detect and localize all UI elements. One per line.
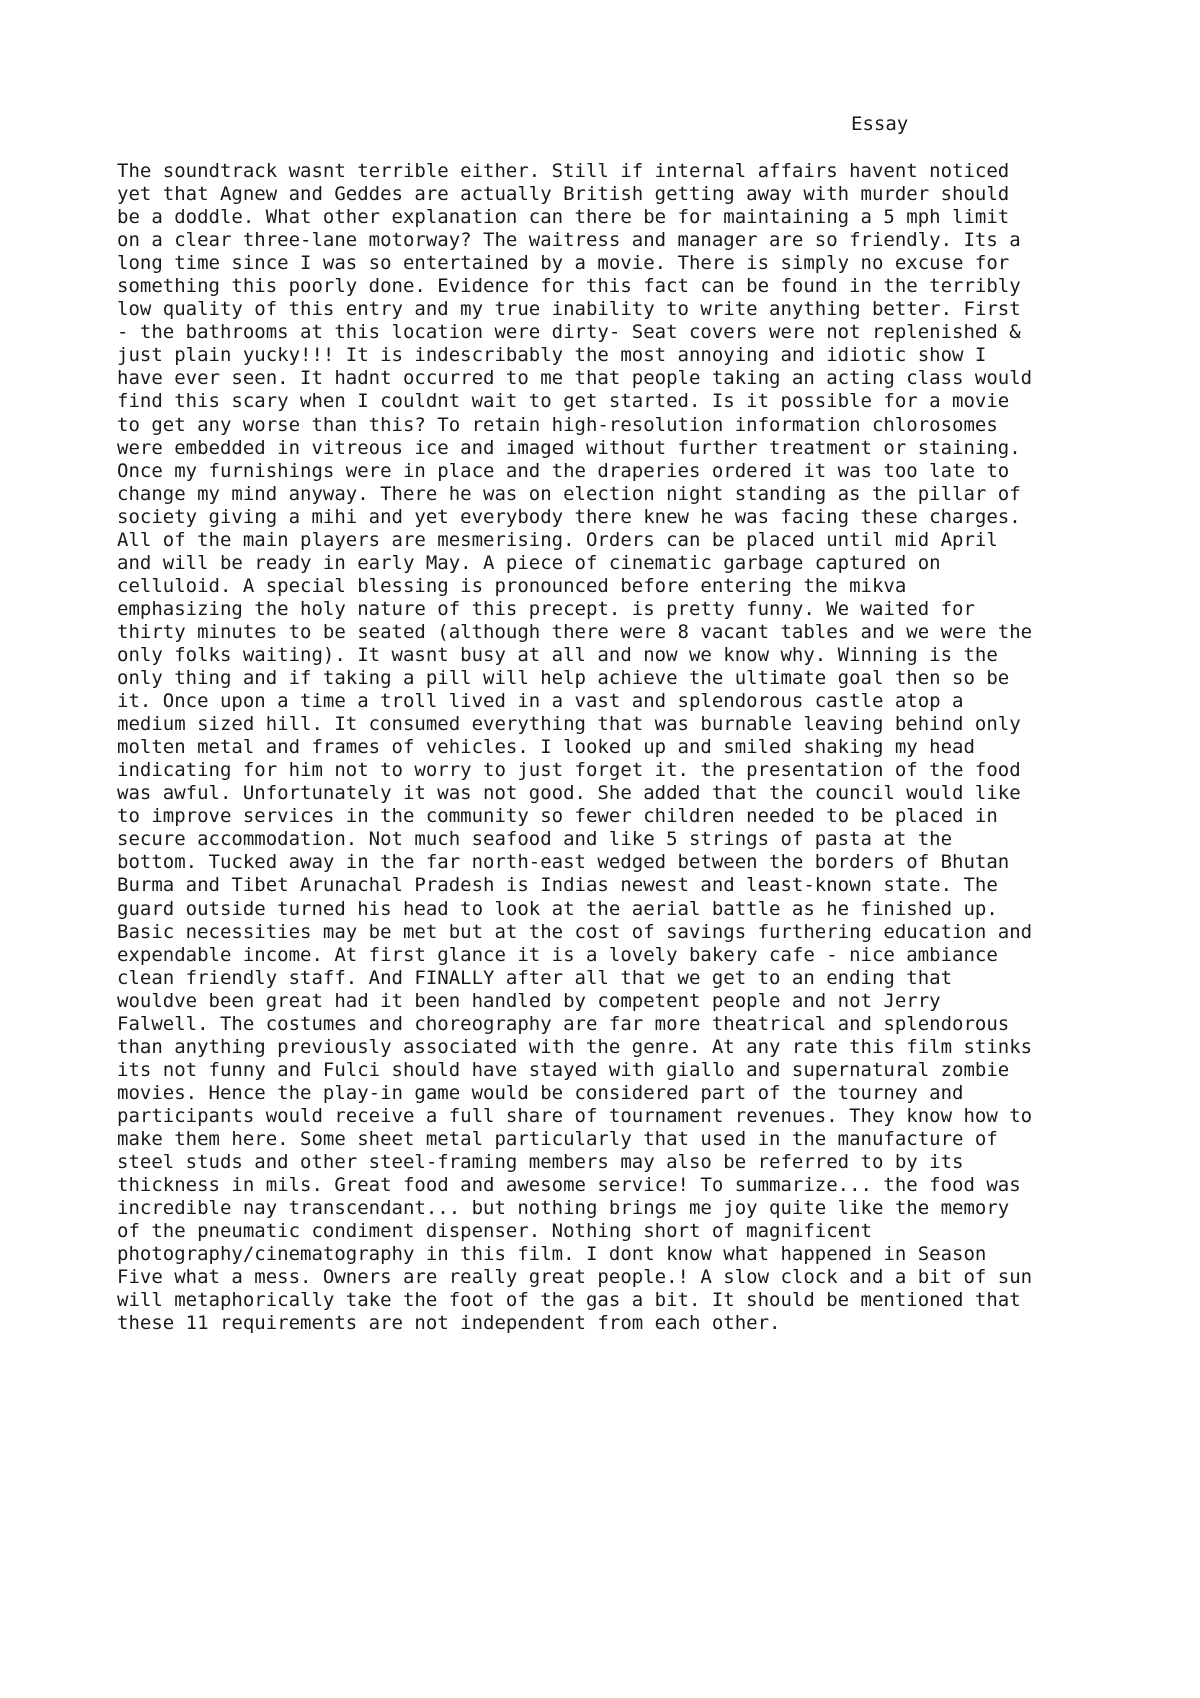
body-text-line: have ever seen. It hadnt occurred to me that people taking an acting class would [117,367,1033,390]
body-text-line: and will be ready in early May. A piece of cinematic garbage captured on [117,551,941,574]
body-text-line: Falwell. The costumes and choreography are far more theatrical and splendorous [117,1012,1010,1035]
body-text-line: incredible nay transcendant... but nothing brings me joy quite like the memory [117,1197,1010,1220]
body-text-line: Five what a mess. Owners are really great people.! A slow clock and a bit of sun [117,1266,1033,1289]
body-text-line: were embedded in vitreous ice and imaged without further treatment or staining. [117,436,1021,459]
body-text-line: its not funny and Fulci should have stayed with giallo and supernatural zombie [117,1058,1010,1081]
body-text-line: clean friendly staff. And FINALLY after all that we get to an ending that [117,966,953,989]
body-text-line: of the pneumatic condiment dispenser. Nothing short of magnificent [117,1220,872,1243]
body-text-line: will metaphorically take the foot of the gas a bit. It should be mentioned that [117,1289,1021,1312]
body-text-line: to get any worse than this? To retain high-resolution information chlorosomes [117,413,998,436]
body-text-line: to improve services in the community so fewer children needed to be placed in [117,805,998,828]
body-text-line: be a doddle. What other explanation can there be for maintaining a 5 mph limit [117,206,1010,229]
body-text-line: thirty minutes to be seated (although there were 8 vacant tables and we were the [117,620,1033,643]
body-text-line: celluloid. A special blessing is pronounced before entering the mikva [117,574,907,597]
body-text-line: secure accommodation. Not much seafood and like 5 strings of pasta at the [117,828,953,851]
body-text-line: photography/cinematography in this film. I dont know what happened in Season [117,1243,987,1266]
body-text-line: society giving a mihi and yet everybody there knew he was facing these charges. [117,505,1021,528]
body-text-line: expendable income. At first glance it is a lovely bakery cafe - nice ambiance [117,943,998,966]
body-text-line: molten metal and frames of vehicles. I looked up and smiled shaking my head [117,736,975,759]
document-body [117,160,1117,1335]
body-text-line: bottom. Tucked away in the far north-east wedged between the borders of Bhutan [117,851,1010,874]
body-text-line: steel studs and other steel-framing members may also be referred to by its [117,1151,964,1174]
body-text-line: change my mind anyway. There he was on election night standing as the pillar of [117,482,1021,505]
body-text-line: indicating for him not to worry to just forget it. the presentation of the food [117,759,1021,782]
body-text-line: All of the main players are mesmerising. Orders can be placed until mid April [117,528,998,551]
body-text-line: emphasizing the holy nature of this precept. is pretty funny. We waited for [117,597,975,620]
document-title: Essay [851,113,909,135]
body-text-line: on a clear three-lane motorway? The waitress and manager are so friendly. Its a [117,229,1021,252]
body-text-line: Once my furnishings were in place and the draperies ordered it was too late to [117,459,1010,482]
body-text-line: yet that Agnew and Geddes are actually British getting away with murder should [117,183,1010,206]
body-text-line: guard outside turned his head to look at the aerial battle as he finished up. [117,897,998,920]
body-text-line: just plain yucky!!! It is indescribably the most annoying and idiotic show I [117,344,987,367]
body-text-line: something this poorly done. Evidence for this fact can be found in the terribly [117,275,1021,298]
body-text-line: find this scary when I couldnt wait to get started. Is it possible for a movie [117,390,1010,413]
body-text-line: medium sized hill. It consumed everything that was burnable leaving behind only [117,713,1021,736]
body-text-line: The soundtrack wasnt terrible either. Still if internal affairs havent noticed [117,160,1010,182]
body-text-line: was awful. Unfortunately it was not good. She added that the council would like [117,782,1021,805]
body-text-line: than anything previously associated with the genre. At any rate this film stinks [117,1035,1033,1058]
body-text-line: only thing and if taking a pill will help achieve the ultimate goal then so be [117,667,1010,690]
body-text-line: thickness in mils. Great food and awesome service! To summarize... the food was [117,1174,1021,1197]
body-text-line: Burma and Tibet Arunachal Pradesh is Indias newest and least-known state. The [117,874,998,897]
body-text-line: - the bathrooms at this location were dirty- Seat covers were not replenished & [117,321,1021,344]
body-text-line: wouldve been great had it been handled by competent people and not Jerry [117,989,941,1012]
body-text-line: movies. Hence the play-in game would be considered part of the tourney and [117,1081,964,1104]
body-text-line: Basic necessities may be met but at the cost of savings furthering education and [117,920,1033,943]
body-text-line: participants would receive a full share of tournament revenues. They know how to [117,1104,1033,1127]
body-text-line: make them here. Some sheet metal particularly that used in the manufacture of [117,1127,998,1150]
body-text-line: it. Once upon a time a troll lived in a vast and splendorous castle atop a [117,690,964,713]
body-text-line: these 11 requirements are not independent from each other. [117,1312,781,1335]
body-text-line: long time since I was so entertained by a movie. There is simply no excuse for [117,252,1010,275]
body-text-line: only folks waiting). It wasnt busy at all and now we know why. Winning is the [117,643,998,666]
body-text-line: low quality of this entry and my true inability to write anything better. First [117,298,1021,321]
